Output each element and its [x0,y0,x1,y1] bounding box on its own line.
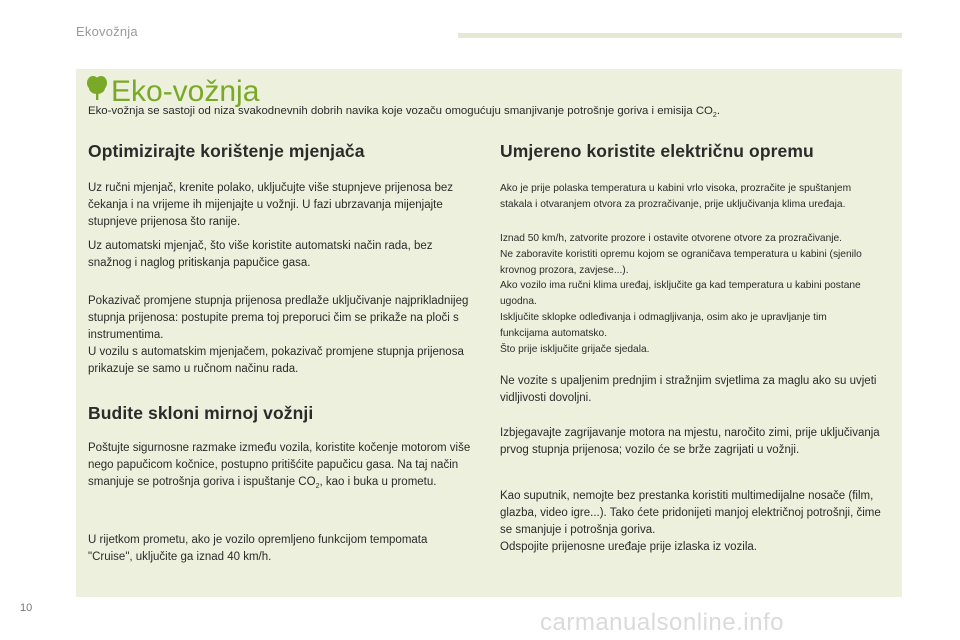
page-title: Eko-vožnja [111,75,260,108]
co2-subscript: 2 [315,483,320,490]
para-safe-distance-end: , kao i buka u prometu. [319,476,437,488]
header-section-title: Ekovožnja [76,24,138,39]
small-defrost: Isključite sklopke odleđivanja i odmagljivanja, osim ako je upravljanje tim funkcijama automatsko. [500,312,827,339]
watermark: carmanualsonline.info [540,609,784,636]
leaf-icon [86,75,108,101]
para-safe-distance-main: Poštujte sigurnosne razmake između vozila, koristite kočenje motorom više nego papučicom kočnice, postupno pritišćite papučicu gasa. Na taj način smanjuje se potrošnja goriva i ispuštanje CO [88,442,471,488]
para-fog-lights: Ne vozite s upaljenim prednjim i stražnjim svjetlima za maglu ako su uvjeti vidljivosti dovoljni. [500,375,877,404]
small-shading: Ne zaboravite koristiti opremu kojom se ograničava temperatura u kabini (sjenilo krovnog prozora, zavjese...). [500,249,862,276]
para-manual-gearbox: Uz ručni mjenjač, krenite polako, uključujte više stupnjeve prijenosa bez čekanja i na vrijeme ih mijenjajte u vožnji. U fazi ubrzavanja mijenjajte stupnjeve prijenosa što ranije. [88,182,453,228]
intro-end: . [716,105,720,117]
para-automatic-gearbox: Uz automatski mjenjač, što više koristite automatski način rada, bez snažnog i naglog pritiskanja papučice gasa. [88,240,433,269]
heading-electrical-equipment: Umjereno koristite električnu opremu [500,141,814,161]
small-manual-ac: Ako vozilo ima ručni klima uređaj, isključite ga kad temperatura u kabini postane ugodna. [500,280,861,307]
intro-text [88,103,898,124]
heading-calm-driving: Budite skloni mirnoj vožnji [88,403,314,423]
para-cruise: U rijetkom prometu, ako je vozilo opremljeno funkcijom tempomata "Cruise", uključite ga iznad 40 km/h. [88,534,428,563]
para-gear-indicator: Pokazivač promjene stupnja prijenosa predlaže uključivanje najprikladnijeg stupnja prijenosa: postupite prema toj preporuci čim se prikaže na ploči s instrumentima. [88,295,469,341]
para-safe-distance [88,440,478,495]
para-engine-warmup: Izbjegavajte zagrijavanje motora na mjestu, naročito zimi, prije uključivanja prvog stupnja prijenosa; vozilo će se brže zagrijati u vožnji. [500,427,880,456]
heading-optimize-gearbox: Optimizirajte korištenje mjenjača [88,141,365,161]
page-number: 10 [20,602,33,614]
para-gear-indicator-auto: U vozilu s automatskim mjenjačem, pokazivač promjene stupnja prijenosa prikazuje se samo u ručnom načinu rada. [88,346,464,375]
para-multimedia: Kao suputnik, nemojte bez prestanka koristiti multimedijalne nosače (film, glazba, video igre...). Tako ćete pridonijeti manjoj električnoj potrošnji, čime se smanjuje i potrošnja goriva. [500,490,881,536]
para-disconnect-devices: Odspojite prijenosne uređaje prije izlaska iz vozila. [500,541,757,553]
header-bar [458,33,902,38]
small-seat-heaters: Što prije isključite grijače sjedala. [500,344,650,355]
small-close-windows: Iznad 50 km/h, zatvorite prozore i ostavite otvorene otvore za prozračivanje. [500,233,843,244]
intro-main: Eko-vožnja se sastoji od niza svakodnevnih dobrih navika koje vozaču omogućuju smanjivanje potrošnje goriva i emisija CO [88,105,713,117]
intro-subscript: 2 [712,112,717,119]
small-ventilation: Ako je prije polaska temperatura u kabini vrlo visoka, prozračite je spuštanjem stakala i otvaranjem otvora za prozračivanje, prije uključivanja klima uređaja. [500,183,852,210]
